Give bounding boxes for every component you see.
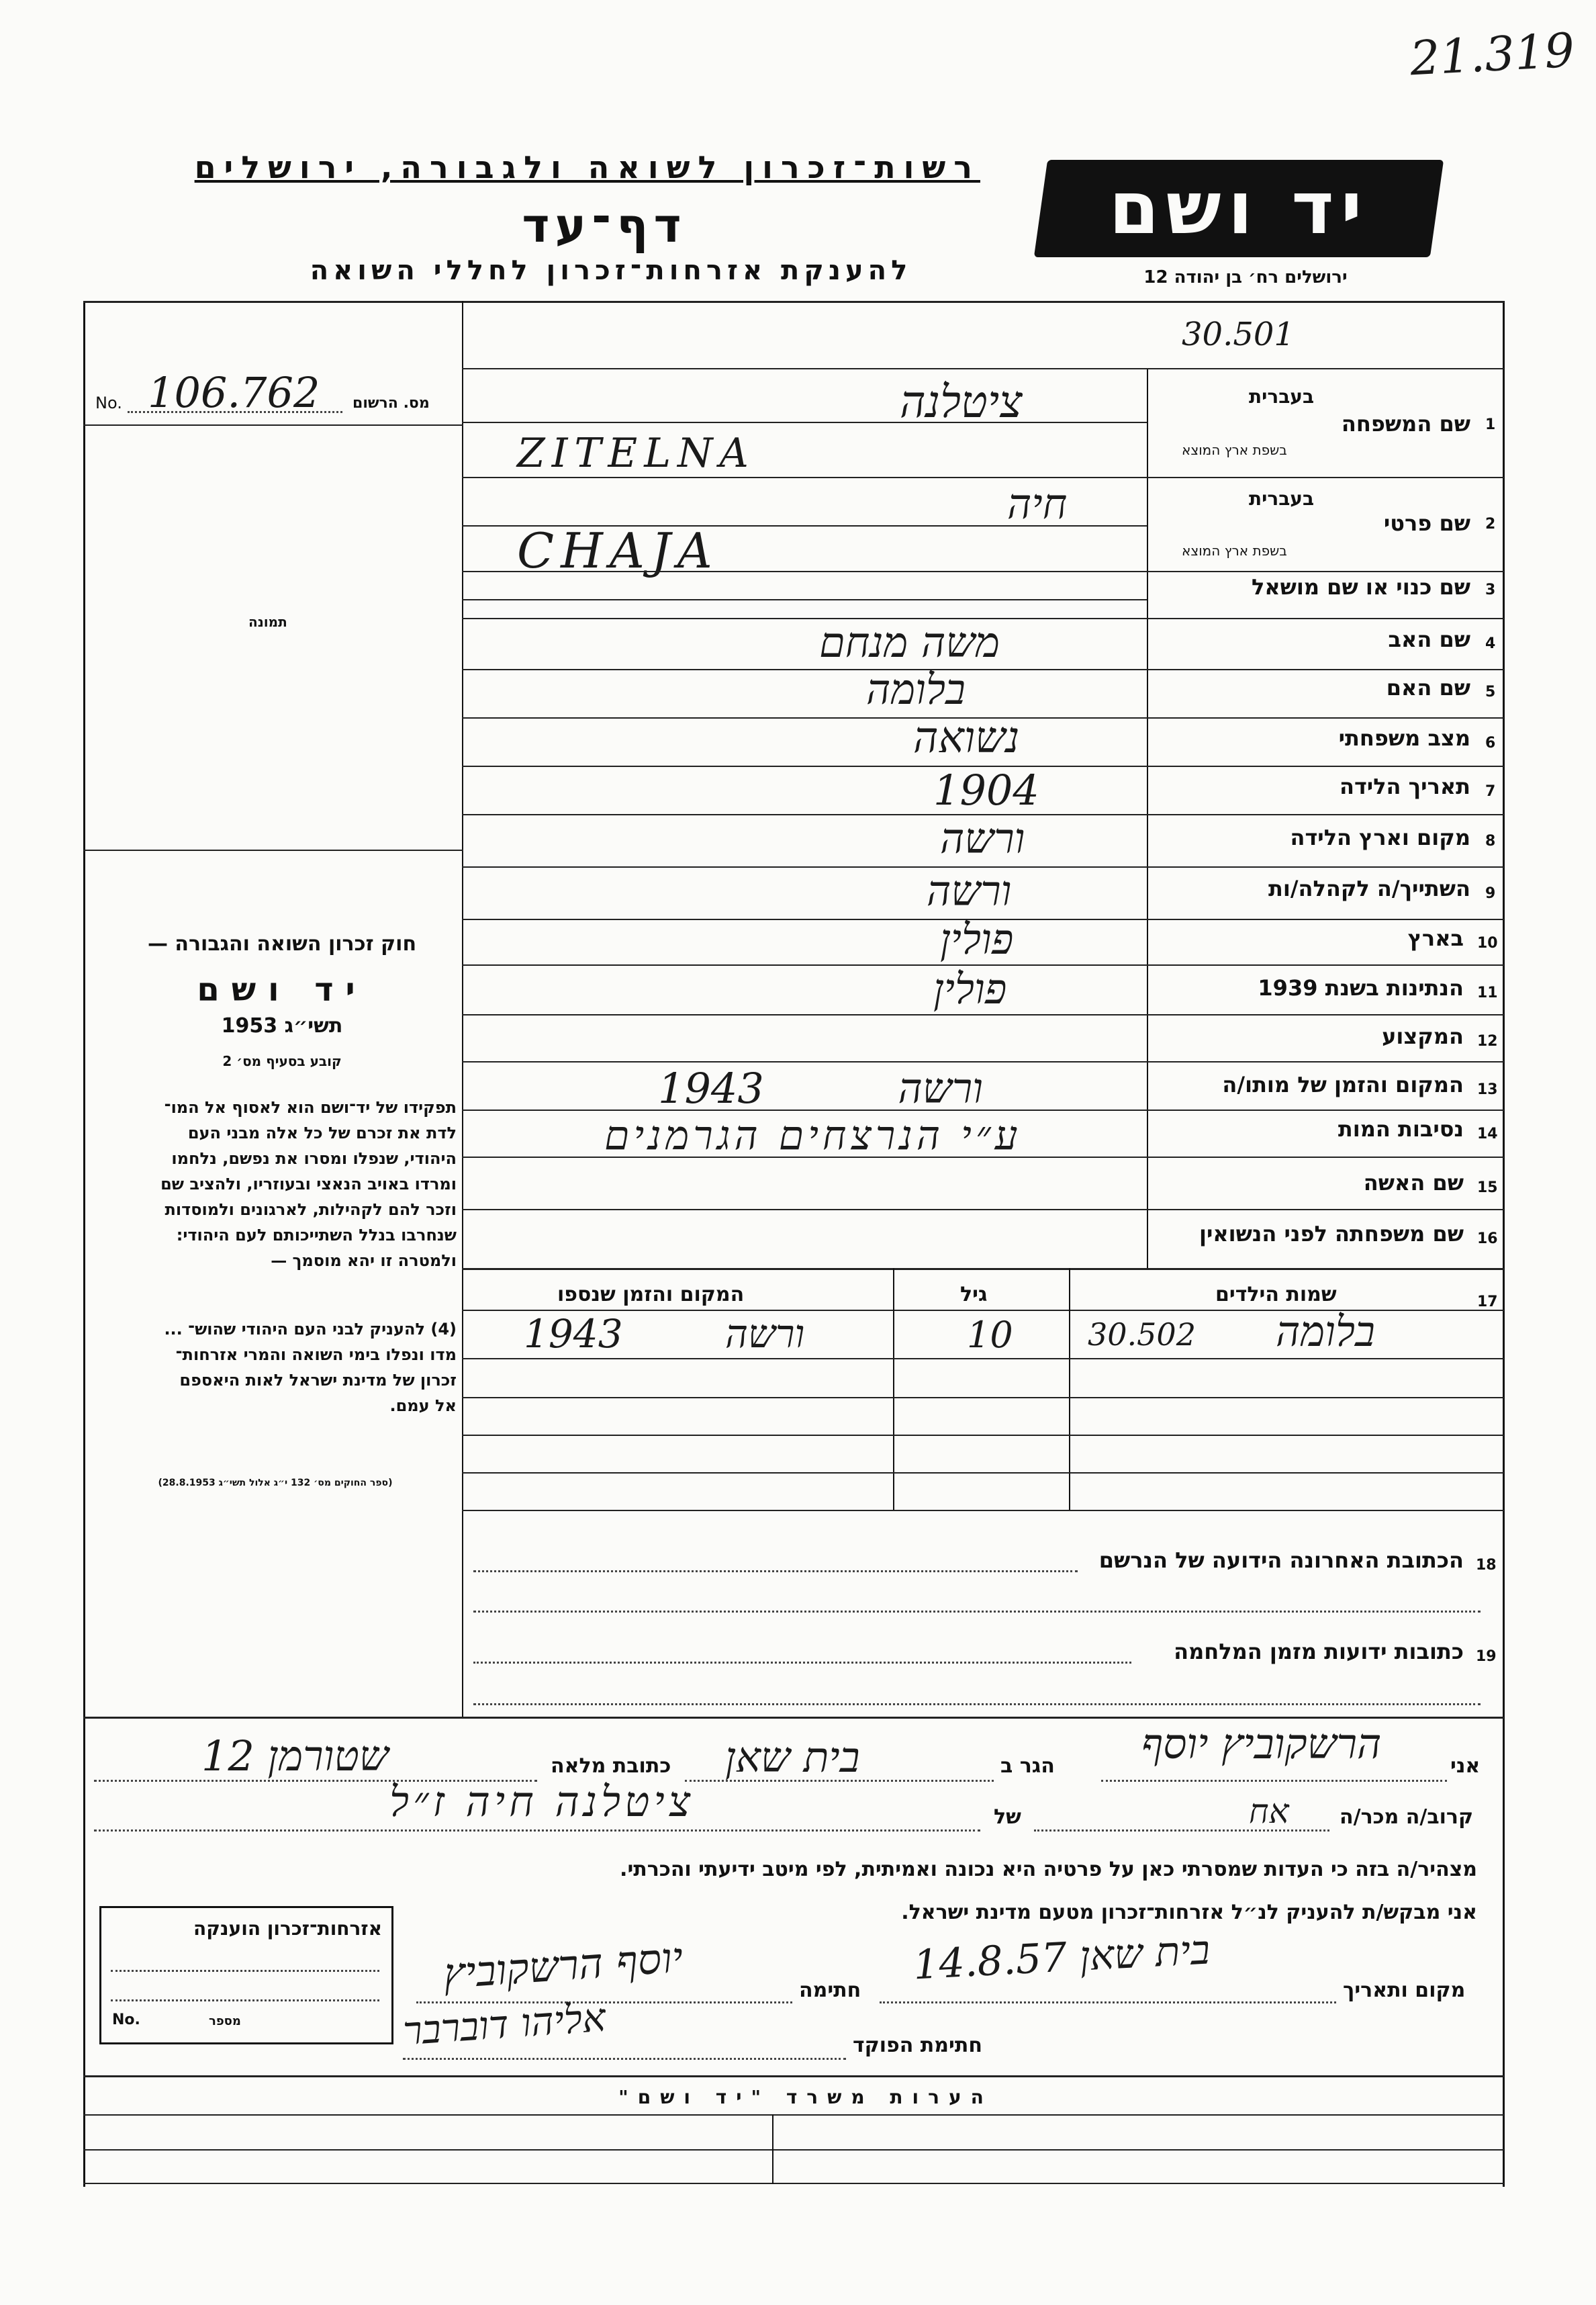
first-name-hebrew: חיה — [1007, 480, 1068, 529]
label-nickname: שם כנוי או שם מושאל — [1251, 574, 1470, 600]
archive-number: 21.319 — [1409, 22, 1576, 87]
of-name-value: ציטלנה חיה ז״ל — [389, 1777, 695, 1826]
children-row4-line — [462, 1472, 1504, 1474]
child-death-year: 1943 — [524, 1311, 623, 1357]
label-maiden-name: שם משפחתה לפני הנשואין — [1199, 1221, 1464, 1247]
law-para2-line-1: (4) להעניק לבני העם היהודי שהוש־ ... — [164, 1320, 457, 1339]
row-number-10: 10 — [1477, 935, 1498, 952]
wartime-address-dots-2 — [473, 1703, 1481, 1705]
children-row3-line — [462, 1435, 1504, 1436]
signature-value: יוסף הרשקוביץ — [441, 1932, 685, 1999]
photo-label: תמונה — [248, 614, 287, 630]
row-number-4: 4 — [1485, 635, 1496, 652]
declaration-top-line — [83, 1717, 1504, 1719]
declarant-city: בית שאן — [725, 1733, 860, 1782]
law-para2-line-2: מדו ונפלו בימי השואה והמרי אזרחות־ — [175, 1345, 457, 1364]
law-para1-line-2: לדת את זכרם של כל אלה מבני העם — [187, 1124, 457, 1142]
relation-dots — [1034, 1829, 1329, 1832]
children-col-divider-1 — [1069, 1268, 1070, 1510]
label-column-divider — [1147, 368, 1148, 1268]
signature-label: חתימה — [799, 1979, 861, 2002]
residing-label: הגר ב — [1000, 1754, 1055, 1778]
grant-box-title: אזרחות־זכרון הוענקה — [193, 1917, 382, 1940]
label-death-place-time: המקום והזמן של מותו/ה — [1222, 1072, 1464, 1097]
law-para2-line-3: זכרון של מדינת ישראל לאות היאספם — [179, 1371, 457, 1390]
form-subtitle: להענקת אזרחות־זכרון לחללי השואה — [310, 255, 912, 286]
row-number-18: 18 — [1476, 1557, 1497, 1574]
label-family-name: שם המשפחה — [1341, 411, 1470, 437]
row-number-9: 9 — [1485, 885, 1496, 902]
notes-header-line — [83, 2114, 1504, 2116]
row4-bottom-line — [462, 669, 1504, 670]
law-paragraph-1 — [94, 1095, 457, 1273]
registration-number: 106.762 — [148, 368, 320, 417]
origin-lang-label-2: בשפת ארץ המוצא — [1182, 543, 1287, 559]
yad-vashem-logo — [1034, 160, 1444, 257]
row-number-11: 11 — [1477, 985, 1498, 1001]
last-address-dots — [473, 1570, 1078, 1572]
child-name: בלומה — [1276, 1307, 1375, 1356]
children-bottom-line — [462, 1510, 1504, 1511]
top-code-line — [462, 368, 1504, 369]
registration-label: מס. הרשום — [353, 395, 430, 412]
origin-lang-label-1: בשפת ארץ המוצא — [1182, 442, 1287, 458]
row-number-12: 12 — [1477, 1033, 1498, 1050]
father-name-value: משה מנחם — [819, 618, 1000, 667]
place-date-value: בית שאן 14.8.57 — [912, 1926, 1211, 1989]
declaration-statement-2: אני מבקש/ת להעניק לנ״ל אזרחות־זכרון מטעם מדינת ישראל. — [901, 1901, 1477, 1924]
row-number-16: 16 — [1477, 1230, 1498, 1247]
row1-mid-line — [462, 422, 1147, 423]
ani-label: אני — [1450, 1754, 1481, 1778]
notes-top-line — [83, 2075, 1504, 2077]
of-name-dots — [94, 1829, 980, 1832]
declarant-name-dots — [1101, 1780, 1447, 1782]
label-birth-date: תאריך הלידה — [1339, 774, 1470, 799]
notes-line-3 — [83, 2183, 1504, 2184]
children-col-divider-2 — [893, 1268, 894, 1510]
citizenship-1939-value: פולין — [933, 964, 1007, 1013]
children-row2-line — [462, 1397, 1504, 1398]
label-citizenship-1939: הנתינות בשנת 1939 — [1258, 975, 1464, 1001]
label-mother-name: שם האם — [1386, 675, 1470, 700]
row-number-2: 2 — [1485, 516, 1496, 533]
officer-signature-dots — [403, 2058, 846, 2060]
declaration-statement-1: מצהיר/ה בזה כי העדות שמסרתי כאן על פרטיה היא נכונה ואמיתית, לפי מיטב ידיעתי והכרתי. — [620, 1858, 1477, 1881]
frame-top — [83, 301, 1504, 303]
relation-value: אח — [1249, 1792, 1289, 1831]
birth-place-value: ורשה — [940, 814, 1025, 863]
row-number-3: 3 — [1485, 582, 1496, 598]
row12-bottom-line — [462, 1061, 1504, 1063]
birth-date-value: 1904 — [933, 766, 1039, 815]
grant-box-dots-1 — [111, 1970, 379, 1972]
logo-text: יד ושם — [1109, 167, 1369, 251]
child-death-place: ורשה — [725, 1311, 805, 1357]
of-label: של — [994, 1805, 1021, 1829]
row-number-8: 8 — [1485, 833, 1496, 850]
row-number-19: 19 — [1476, 1648, 1497, 1665]
law-citation: (ספר החוקים מס׳ 132 י״ג אלול תשי״ג 28.8.1953) — [158, 1478, 393, 1488]
officer-signature-label: חתימת הפוקד — [853, 2034, 982, 2057]
hebrew-label-1: בעברית — [1249, 386, 1315, 408]
child-age: 10 — [967, 1314, 1013, 1356]
row15-bottom-line — [462, 1209, 1504, 1210]
row13-bottom-line — [462, 1110, 1504, 1111]
place-date-label: מקום ותאריך — [1343, 1979, 1466, 2002]
row16-bottom-line — [462, 1268, 1504, 1270]
law-para1-line-6: שנחרבו בנלל השתייכותם לעם היהודי: — [176, 1226, 457, 1245]
officer-signature-value: אליהו דוברבר — [401, 1994, 608, 2054]
community-value: ורשה — [927, 866, 1012, 915]
row-number-13: 13 — [1477, 1081, 1498, 1098]
row-number-5: 5 — [1485, 684, 1496, 700]
row-number-1: 1 — [1485, 416, 1496, 433]
country-value: פולין — [940, 915, 1014, 964]
label-last-address: הכתובת האחרונה הידועה של הנרשם — [1098, 1547, 1464, 1573]
label-country: בארץ — [1407, 925, 1464, 951]
frame-left — [83, 301, 85, 2187]
row-number-14: 14 — [1477, 1126, 1498, 1142]
registration-no-label: No. — [95, 394, 122, 412]
law-paragraph-2 — [94, 1316, 457, 1418]
grant-box-no-label: No. — [112, 2012, 140, 2028]
law-para1-line-7: ולמטרה זו יהא מוסמך — — [271, 1251, 457, 1270]
law-para1-line-5: וזכר להם לקהילות, לארגונים ולמוסדות — [165, 1200, 457, 1219]
relative-label: קרוב/ה מכר/ה — [1340, 1805, 1474, 1829]
row2-bottom-line — [462, 571, 1504, 572]
children-header-names: שמות הילדים — [1215, 1283, 1337, 1306]
label-death-circumstances: נסיבות המות — [1337, 1116, 1464, 1142]
header-address: ירושלים רח׳ בן יהודה 12 — [1143, 267, 1348, 287]
row-number-17: 17 — [1477, 1294, 1498, 1310]
grant-box-dots-2 — [111, 1999, 379, 2001]
family-name-latin: ZITELNA — [517, 430, 755, 477]
top-code: 30.501 — [1182, 316, 1295, 353]
grant-box-number-label: מספר — [209, 2014, 241, 2028]
law-section: קובע בסעיף מס׳ 2 — [222, 1053, 342, 1069]
label-wartime-addresses: כתובות ידועות מזמן המלחמה — [1174, 1639, 1464, 1664]
left-column-divider — [462, 301, 463, 1717]
law-year: תשי״ג 1953 — [221, 1014, 343, 1038]
family-name-hebrew: ציטלנה — [900, 376, 1023, 428]
row1-bottom-line — [462, 477, 1504, 478]
children-header-age: גיל — [960, 1283, 988, 1306]
first-name-latin: CHAJA — [517, 523, 719, 579]
frame-right — [1503, 301, 1505, 2187]
row-number-6: 6 — [1485, 735, 1496, 752]
authority-line: רשות־זכרון לשואה ולגבורה, ירושלים — [194, 149, 980, 185]
law-para1-line-3: היהודי, שנפלו ומסרו את נפשם, נלחמו — [171, 1149, 457, 1168]
label-profession: המקצוע — [1382, 1024, 1464, 1049]
declarant-street: שטורמן 12 — [201, 1731, 389, 1780]
death-place-time-value: ורשה 1943 — [658, 1064, 984, 1113]
hebrew-label-2: בעברית — [1249, 488, 1315, 510]
declarant-city-dots — [685, 1780, 994, 1782]
label-community: השתייך/ה לקהלה/ות — [1268, 876, 1470, 901]
row11-bottom-line — [462, 1014, 1504, 1015]
mother-name-value: בלומה — [866, 665, 966, 714]
children-header-place-time: המקום והזמן שנספו — [557, 1283, 745, 1306]
office-notes-title: הערות משרד "יד ושם" — [618, 2086, 993, 2108]
row3-mid-line — [462, 599, 1147, 600]
label-father-name: שם האב — [1388, 627, 1470, 652]
photo-bottom-line — [83, 850, 463, 851]
law-title: חוק זכרון השואה והגבורה — — [147, 932, 417, 956]
last-address-dots-2 — [473, 1611, 1481, 1613]
label-birth-place: מקום וארץ הלידה — [1290, 825, 1470, 850]
notes-column-divider — [772, 2114, 773, 2184]
law-name: יד ושם — [197, 971, 367, 1009]
marital-status-value: נשואה — [913, 713, 1020, 763]
wartime-address-dots — [473, 1662, 1131, 1664]
full-address-label: כתובת מלאה — [551, 1754, 671, 1778]
child-code: 30.502 — [1088, 1316, 1196, 1353]
law-para2-line-4: אל עמם. — [389, 1396, 457, 1415]
label-first-name: שם פרטי — [1383, 510, 1470, 536]
row-number-15: 15 — [1477, 1179, 1498, 1196]
law-para1-line-1: תפקידו של יד־ושם הוא לאסוף אל המו־ — [164, 1098, 457, 1117]
notes-line-2 — [83, 2149, 1504, 2151]
registration-line — [83, 424, 463, 426]
law-para1-line-4: ומרדו באויב הנאצי ובעוזריו, ולהציב שם — [160, 1175, 457, 1193]
label-marital-status: מצב משפחתי — [1338, 725, 1470, 751]
memorial-citizenship-box — [99, 1906, 393, 2044]
label-wife-name: שם האשה — [1363, 1170, 1464, 1195]
row-number-7: 7 — [1485, 783, 1496, 800]
form-title: דף־עד — [522, 198, 687, 253]
row2-mid-line — [462, 525, 1147, 527]
place-date-dots — [880, 2001, 1336, 2003]
row14-bottom-line — [462, 1157, 1504, 1158]
declarant-name: הרשקוביץ יוסף — [1141, 1719, 1382, 1768]
children-row1-line — [462, 1358, 1504, 1359]
death-circumstances-value: ע״י הנרצחים הגרמנים — [604, 1112, 1022, 1159]
